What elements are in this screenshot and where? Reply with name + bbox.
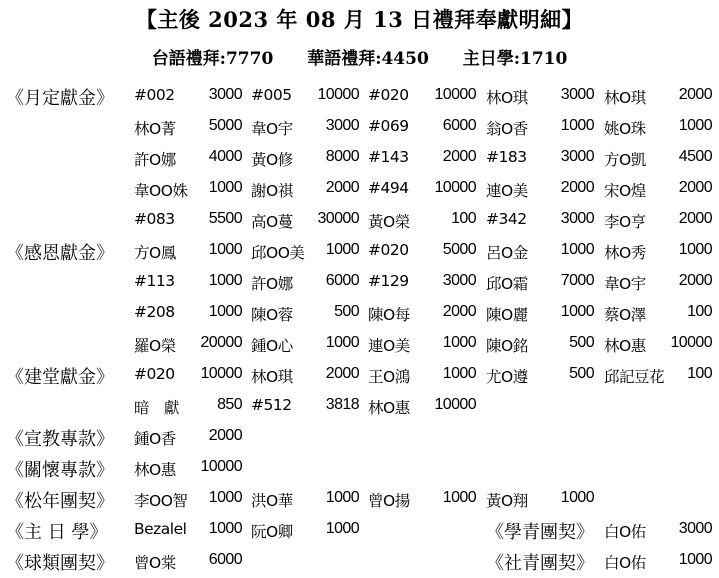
section-category: 《感恩獻金》 — [6, 243, 114, 264]
donation-amount: 30000 — [317, 210, 359, 227]
donation-amount: 1000 — [208, 520, 242, 537]
donation-amount: 3000 — [560, 86, 594, 103]
donation-entry — [134, 365, 242, 387]
donation-entry — [251, 272, 359, 294]
donor-name: 韋OO姝 — [134, 182, 188, 200]
donation-amount: 2000 — [678, 86, 712, 103]
donation-amount: 3818 — [325, 396, 359, 413]
donor-name: 蔡O澤 — [604, 306, 646, 324]
donation-amount: 1000 — [442, 334, 476, 351]
donor-name: 王O鴻 — [368, 368, 410, 386]
donation-entry — [486, 241, 594, 263]
donation-entry — [134, 303, 242, 325]
sunday-school-total: 主日學:1710 — [462, 49, 568, 69]
donation-amount: 5500 — [208, 210, 242, 227]
donation-amount: 1000 — [560, 489, 594, 506]
donation-amount: 10000 — [434, 179, 476, 196]
donation-amount: 4500 — [678, 148, 712, 165]
ledger-row — [0, 518, 719, 544]
donor-name: 陳O銘 — [486, 337, 528, 355]
donation-entry — [251, 365, 359, 387]
donation-amount: 100 — [687, 365, 712, 382]
donation-entry — [134, 148, 242, 170]
donation-amount: 500 — [569, 365, 594, 382]
donor-name: 林O惠 — [368, 399, 410, 417]
donation-entry — [251, 303, 359, 325]
donation-amount: 10000 — [317, 86, 359, 103]
donation-amount: 100 — [687, 303, 712, 320]
donation-entry — [368, 179, 476, 201]
donation-entry — [486, 148, 594, 170]
section-category: 《社青團契》 — [486, 553, 594, 574]
ledger-row — [0, 208, 719, 234]
donation-amount: 2000 — [678, 272, 712, 289]
donor-name: 林O琪 — [604, 89, 646, 107]
section-category: 《球類團契》 — [6, 553, 114, 574]
donor-name: #083 — [134, 210, 175, 228]
donation-amount: 3000 — [208, 86, 242, 103]
donation-entry — [251, 334, 359, 356]
donation-entry — [251, 241, 359, 263]
ledger-row — [0, 115, 719, 141]
donor-name: 邱記豆花 — [604, 368, 665, 386]
ledger-row — [0, 487, 719, 513]
donor-name: #005 — [251, 86, 292, 104]
donor-name: Bezalel — [134, 520, 187, 538]
donor-name: 林O琪 — [251, 368, 293, 386]
donor-name: 宋O煌 — [604, 182, 646, 200]
donation-entry — [486, 365, 594, 387]
donor-name: 連O美 — [368, 337, 410, 355]
donation-amount: 1000 — [208, 489, 242, 506]
ledger-row — [0, 456, 719, 482]
donation-entry — [486, 86, 594, 108]
donation-amount: 7000 — [560, 272, 594, 289]
donation-entry — [604, 365, 712, 387]
donor-name: 姚O珠 — [604, 120, 646, 138]
donation-entry — [134, 520, 242, 542]
donor-name: #183 — [486, 148, 527, 166]
section-category: 《宣教專款》 — [6, 429, 114, 450]
donor-name: #020 — [368, 86, 409, 104]
donation-entry — [134, 489, 242, 511]
donation-amount: 1000 — [442, 489, 476, 506]
section-category: 《建堂獻金》 — [6, 367, 114, 388]
donation-entry — [486, 303, 594, 325]
donation-entry — [251, 520, 359, 542]
donation-entry — [604, 551, 712, 573]
donation-amount: 850 — [217, 396, 242, 413]
donation-entry — [251, 86, 359, 108]
donation-entry — [604, 179, 712, 201]
donor-name: #020 — [368, 241, 409, 259]
donation-amount: 1000 — [325, 241, 359, 258]
donor-name: 呂O金 — [486, 244, 528, 262]
donor-name: 尤O遵 — [486, 368, 528, 386]
donation-entry — [134, 551, 242, 573]
donation-entry — [486, 117, 594, 139]
donor-name: 林O菁 — [134, 120, 176, 138]
donation-entry — [134, 272, 242, 294]
donation-amount: 2000 — [325, 365, 359, 382]
donation-amount: 1000 — [678, 241, 712, 258]
donor-name: 陳O蓉 — [251, 306, 293, 324]
donation-amount: 500 — [569, 334, 594, 351]
donor-name: 林O惠 — [604, 337, 646, 355]
donation-entry — [251, 148, 359, 170]
section-category: 《主 日 學》 — [6, 522, 108, 543]
ledger-row — [0, 177, 719, 203]
donation-amount: 2000 — [325, 179, 359, 196]
donation-amount: 3000 — [678, 520, 712, 537]
donation-amount: 1000 — [325, 489, 359, 506]
donor-name: 鍾O心 — [251, 337, 293, 355]
donor-name: 邱O霜 — [486, 275, 528, 293]
donation-amount: 10000 — [434, 86, 476, 103]
ledger-row — [0, 146, 719, 172]
donation-amount: 2000 — [678, 179, 712, 196]
donation-amount: 2000 — [208, 427, 242, 444]
donation-entry — [368, 365, 476, 387]
ledger-row — [0, 84, 719, 110]
donation-entry — [486, 179, 594, 201]
donor-name: 白O佑 — [604, 554, 646, 572]
donor-name: 阮O卿 — [251, 523, 293, 541]
ledger-row — [0, 394, 719, 420]
donation-entry — [134, 396, 242, 418]
donor-name: 方O凱 — [604, 151, 646, 169]
donation-entry — [604, 272, 712, 294]
donor-name: 韋O宇 — [604, 275, 646, 293]
donation-amount: 1000 — [678, 551, 712, 568]
donor-name: 李O亨 — [604, 213, 646, 231]
donor-name: 李OO智 — [134, 492, 188, 510]
donation-entry — [134, 241, 242, 263]
donor-name: 邱OO美 — [251, 244, 305, 262]
donor-name: 羅O榮 — [134, 337, 176, 355]
donation-entry — [134, 179, 242, 201]
donor-name: 林O秀 — [604, 244, 646, 262]
ledger-row — [0, 549, 719, 575]
section-category: 《松年團契》 — [6, 491, 114, 512]
donor-name: #512 — [251, 396, 292, 414]
taiwanese-service-total: 台語禮拜:7770 — [151, 49, 274, 69]
donation-amount: 2000 — [678, 210, 712, 227]
donation-entry — [251, 117, 359, 139]
mandarin-service-total: 華語禮拜:4450 — [307, 49, 429, 69]
attendance-summary — [0, 44, 719, 69]
donor-name: 鍾O香 — [134, 430, 176, 448]
donor-name: 洪O華 — [251, 492, 293, 510]
donation-amount: 1000 — [325, 334, 359, 351]
donation-entry — [134, 334, 242, 356]
donation-amount: 2000 — [442, 303, 476, 320]
donation-amount: 500 — [334, 303, 359, 320]
donation-entry — [368, 241, 476, 263]
donation-entry — [604, 241, 712, 263]
donation-amount: 1000 — [208, 303, 242, 320]
ledger-row — [0, 270, 719, 296]
page-title: 【主後 2023 年 08 月 13 日禮拜奉獻明細】 — [135, 7, 584, 32]
donor-name: 黃O榮 — [368, 213, 410, 231]
donation-amount: 1000 — [208, 179, 242, 196]
donation-amount: 10000 — [670, 334, 712, 351]
donation-amount: 1000 — [560, 117, 594, 134]
donation-amount: 100 — [451, 210, 476, 227]
donor-name: 高O蔓 — [251, 213, 293, 231]
donation-amount: 8000 — [325, 148, 359, 165]
donor-name: #494 — [368, 179, 409, 197]
donation-amount: 20000 — [200, 334, 242, 351]
ledger-row — [0, 239, 719, 265]
donor-name: 許O娜 — [251, 275, 293, 293]
donation-amount: 1000 — [325, 520, 359, 537]
donor-name: 林O惠 — [134, 461, 176, 479]
donation-entry — [368, 334, 476, 356]
donation-entry — [604, 334, 712, 356]
donation-entry — [604, 520, 712, 542]
donation-entry — [368, 148, 476, 170]
donation-entry — [251, 396, 359, 418]
donor-name: 曾O棠 — [134, 554, 176, 572]
donor-name: #002 — [134, 86, 175, 104]
section-category: 《月定獻金》 — [6, 88, 114, 109]
donation-amount: 2000 — [442, 148, 476, 165]
donation-entry — [486, 272, 594, 294]
donor-name: 陳O麗 — [486, 306, 528, 324]
ledger-row — [0, 363, 719, 389]
donation-entry — [251, 210, 359, 232]
donation-entry — [486, 489, 594, 511]
donation-entry — [486, 210, 594, 232]
donation-entry — [368, 303, 476, 325]
donation-amount: 1000 — [560, 303, 594, 320]
donation-entry — [368, 272, 476, 294]
donor-name: 連O美 — [486, 182, 528, 200]
donation-amount: 10000 — [200, 365, 242, 382]
donor-name: 曾O揚 — [368, 492, 410, 510]
donation-entry — [368, 210, 476, 232]
donor-name: #208 — [134, 303, 175, 321]
donation-amount: 6000 — [208, 551, 242, 568]
donor-name: 林O琪 — [486, 89, 528, 107]
donation-amount: 10000 — [434, 396, 476, 413]
donation-amount: 1000 — [208, 272, 242, 289]
donation-entry — [368, 396, 476, 418]
donor-name: 方O鳳 — [134, 244, 176, 262]
donation-amount: 1000 — [678, 117, 712, 134]
donation-entry — [368, 86, 476, 108]
donation-amount: 1000 — [208, 241, 242, 258]
donation-entry — [486, 334, 594, 356]
donor-name: #113 — [134, 272, 175, 290]
donor-name: 韋O宇 — [251, 120, 293, 138]
donor-name: #020 — [134, 365, 175, 383]
donation-entry — [251, 489, 359, 511]
donation-entry — [604, 117, 712, 139]
ledger-row — [0, 332, 719, 358]
donation-amount: 5000 — [208, 117, 242, 134]
donor-name: #069 — [368, 117, 409, 135]
donor-name: 翁O香 — [486, 120, 528, 138]
donor-name: 陳O每 — [368, 306, 410, 324]
donation-amount: 4000 — [208, 148, 242, 165]
donor-name: #143 — [368, 148, 409, 166]
donation-entry — [368, 117, 476, 139]
donation-entry — [134, 427, 242, 449]
donation-entry — [604, 86, 712, 108]
donation-entry — [251, 179, 359, 201]
donation-amount: 3000 — [442, 272, 476, 289]
donation-amount: 10000 — [200, 458, 242, 475]
donation-amount: 3000 — [560, 148, 594, 165]
donor-name: 謝O祺 — [251, 182, 293, 200]
donation-entry — [134, 210, 242, 232]
donor-name: 許O娜 — [134, 151, 176, 169]
donation-amount: 2000 — [560, 179, 594, 196]
donor-name: 黃O修 — [251, 151, 293, 169]
donation-entry — [134, 117, 242, 139]
donation-amount: 3000 — [560, 210, 594, 227]
donor-name: 黃O翔 — [486, 492, 528, 510]
donor-name: 暗 獻 — [134, 399, 180, 417]
section-category: 《學青團契》 — [486, 522, 594, 543]
donation-amount: 6000 — [325, 272, 359, 289]
donation-entry — [134, 458, 242, 480]
donation-amount: 3000 — [325, 117, 359, 134]
donation-amount: 1000 — [560, 241, 594, 258]
donation-amount: 5000 — [442, 241, 476, 258]
ledger-row — [0, 301, 719, 327]
donor-name: 白O佑 — [604, 523, 646, 541]
ledger-row — [0, 425, 719, 451]
donation-entry — [134, 86, 242, 108]
donation-entry — [604, 303, 712, 325]
donation-amount: 6000 — [442, 117, 476, 134]
section-category: 《關懷專款》 — [6, 460, 114, 481]
donation-entry — [368, 489, 476, 511]
donation-entry — [604, 210, 712, 232]
donation-amount: 1000 — [442, 365, 476, 382]
donor-name: #342 — [486, 210, 527, 228]
donor-name: #129 — [368, 272, 409, 290]
donation-entry — [604, 148, 712, 170]
